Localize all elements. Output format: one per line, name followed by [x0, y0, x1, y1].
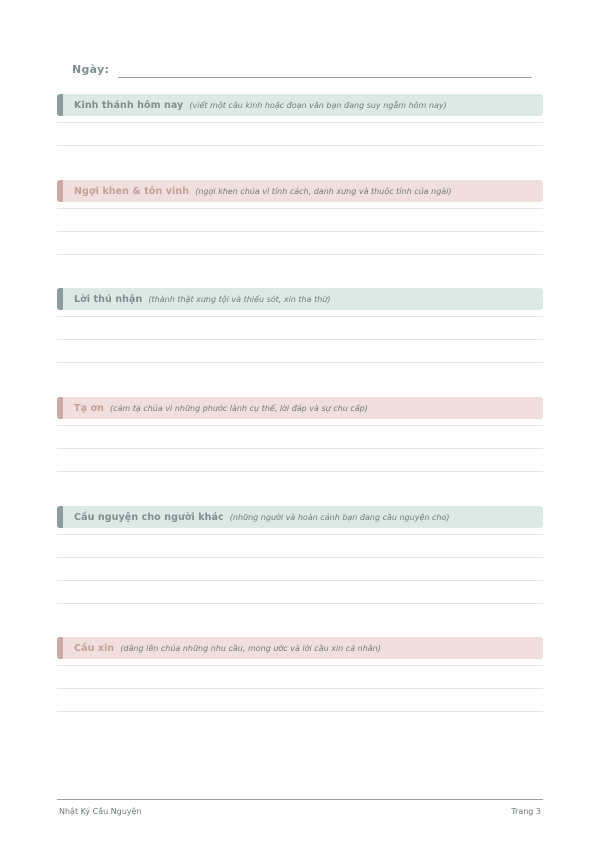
section-hint: (viết một câu kinh hoặc đoạn văn bạn đang suy ngẫm hôm nay)	[189, 100, 447, 110]
footer-journal-title: Nhật Ký Cầu Nguyện	[59, 807, 142, 816]
writing-line[interactable]	[57, 362, 543, 363]
writing-line[interactable]	[57, 534, 543, 535]
section-accent	[57, 180, 63, 202]
section-hint: (thành thật xưng tội và thiếu sót, xin tha thứ)	[148, 294, 331, 304]
writing-line[interactable]	[57, 208, 543, 209]
date-input-line[interactable]	[118, 77, 532, 78]
section-header	[57, 288, 543, 310]
section-header	[57, 94, 543, 116]
section-accent	[57, 397, 63, 419]
writing-line[interactable]	[57, 688, 543, 689]
writing-line[interactable]	[57, 231, 543, 232]
section-header	[57, 637, 543, 659]
section-header	[57, 180, 543, 202]
section-thanksgiving	[57, 397, 543, 472]
section-hint: (dâng lên chúa những nhu cầu, mong ước và lời cầu xin cá nhân)	[120, 643, 381, 653]
writing-line[interactable]	[57, 711, 543, 712]
writing-line[interactable]	[57, 557, 543, 558]
writing-line[interactable]	[57, 603, 543, 604]
writing-line[interactable]	[57, 448, 543, 449]
section-accent	[57, 288, 63, 310]
section-supplication	[57, 637, 543, 712]
section-title: Ngợi khen & tôn vinh	[74, 185, 190, 197]
date-row	[72, 62, 532, 80]
section-accent	[57, 506, 63, 528]
writing-line[interactable]	[57, 122, 543, 123]
section-title: Cầu nguyện cho người khác	[74, 511, 224, 523]
section-accent	[57, 94, 63, 116]
section-hint: (cảm tạ chúa vì những phước lành cụ thể, lời đáp và sự chu cấp)	[110, 403, 368, 413]
section-accent	[57, 637, 63, 659]
section-hint: (những người và hoàn cảnh bạn đang cầu nguyện cho)	[229, 512, 450, 522]
section-header	[57, 506, 543, 528]
section-hint: (ngợi khen chúa vì tính cách, danh xưng và thuộc tính của ngài)	[195, 186, 452, 196]
writing-line[interactable]	[57, 145, 543, 146]
writing-line[interactable]	[57, 580, 543, 581]
writing-line[interactable]	[57, 425, 543, 426]
section-header	[57, 397, 543, 419]
section-scripture	[57, 94, 543, 146]
section-confession	[57, 288, 543, 363]
writing-line[interactable]	[57, 665, 543, 666]
section-intercession	[57, 506, 543, 604]
writing-line[interactable]	[57, 339, 543, 340]
section-title: Cầu xin	[74, 642, 115, 654]
footer-divider	[57, 799, 543, 800]
writing-line[interactable]	[57, 316, 543, 317]
section-praise	[57, 180, 543, 255]
section-title: Tạ ơn	[74, 402, 104, 414]
section-title: Kinh thánh hôm nay	[74, 99, 184, 111]
section-title: Lời thú nhận	[74, 293, 143, 305]
date-label: Ngày:	[72, 63, 110, 76]
footer-page-number: Trang 3	[511, 807, 541, 816]
writing-line[interactable]	[57, 254, 543, 255]
writing-line[interactable]	[57, 471, 543, 472]
